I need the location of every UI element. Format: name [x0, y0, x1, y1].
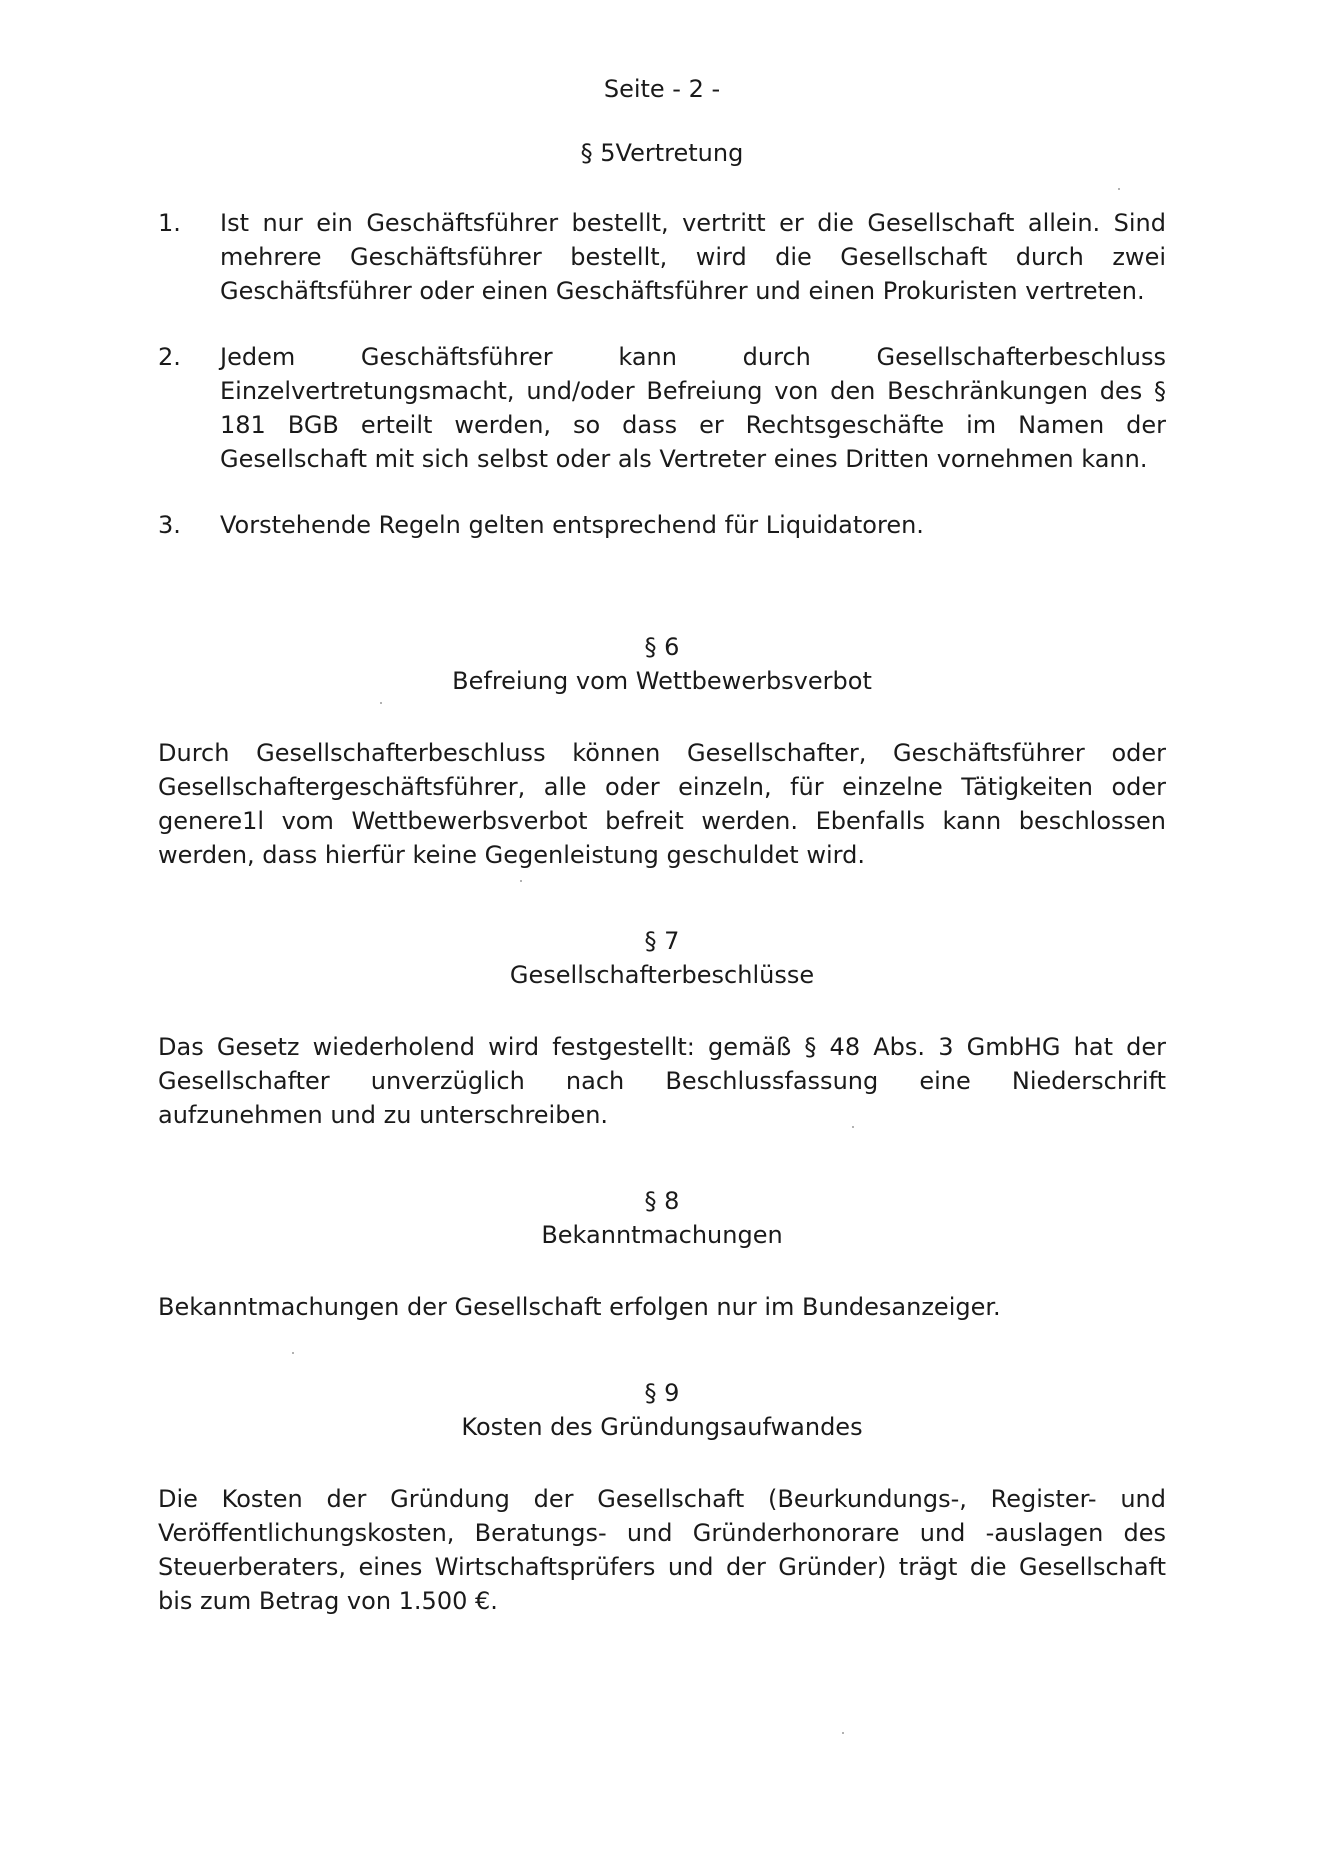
- section-9-text: Die Kosten der Gründung der Gesellschaft (Beurkundungs-, Register- und Veröffentlichungskosten, Beratungs- und Gründerhonorare und -auslagen des Steuerberaters, eines Wirtschaftsprüfers und der Gründer) trägt die Gesellschaft bis zum Betrag von 1.500 €.: [158, 1485, 1166, 1615]
- section-9-number: § 9: [644, 1379, 680, 1407]
- section-7-gesellschafterbeschluesse: [158, 924, 1166, 1132]
- section-8-number: § 8: [644, 1187, 680, 1215]
- section-9-gruendungsaufwand: [158, 1376, 1166, 1618]
- section-6-text: Durch Gesellschafterbeschluss können Gesellschafter, Geschäftsführer oder Gesellschaftergeschäftsführer, alle oder einzeln, für einzelne Tätigkeiten oder genere1l vom Wettbewerbsverbot befreit werden. Ebenfalls kann beschlossen werden, dass hierfür keine Gegenleistung geschuldet wird.: [158, 739, 1166, 869]
- section-5-title: § 5Vertretung: [580, 139, 744, 167]
- section-7-text: Das Gesetz wiederholend wird festgestellt: gemäß § 48 Abs. 3 GmbHG hat der Gesellschafter unverzüglich nach Beschlussfassung eine Niederschrift aufzunehmen und zu unterschreiben.: [158, 1033, 1166, 1129]
- list-item-text: Ist nur ein Geschäftsführer bestellt, vertritt er die Gesellschaft allein. Sind mehrere Geschäftsführer bestellt, wird die Gesellschaft durch zwei Geschäftsführer oder einen Geschäftsführer und einen Prokuristen vertreten.: [220, 209, 1166, 305]
- document-body: [158, 72, 1166, 1670]
- list-item: [158, 508, 1166, 542]
- list-item-number: 3.: [158, 511, 181, 539]
- list-item-number: 1.: [158, 209, 181, 237]
- section-6-wettbewerbsverbot: [158, 630, 1166, 872]
- list-item-text: Vorstehende Regeln gelten entsprechend für Liquidatoren.: [220, 511, 924, 539]
- section-6-number: § 6: [644, 633, 680, 661]
- list-item-text: Jedem Geschäftsführer kann durch Gesellschafterbeschluss Einzelvertretungsmacht, und/oder Befreiung von den Beschränkungen des § 181 BGB erteilt werden, so dass er Rechtsgeschäfte im Namen der Gesellschaft mit sich selbst oder als Vertreter eines Dritten vornehmen kann.: [220, 343, 1166, 473]
- section-8-title: Bekanntmachungen: [541, 1221, 783, 1249]
- section-5-vertretung: [158, 136, 1166, 542]
- scan-speck: [842, 1732, 844, 1734]
- section-7-number: § 7: [644, 927, 680, 955]
- section-8-text: Bekanntmachungen der Gesellschaft erfolgen nur im Bundesanzeiger.: [158, 1293, 1001, 1321]
- section-9-title: Kosten des Gründungsaufwandes: [461, 1413, 863, 1441]
- section-7-title: Gesellschafterbeschlüsse: [509, 961, 815, 989]
- section-5-list: [158, 206, 1166, 542]
- list-item: [158, 206, 1166, 308]
- page-number: Seite - 2 -: [603, 75, 721, 103]
- section-spacer: [158, 574, 1166, 630]
- list-item: [158, 340, 1166, 476]
- list-item-number: 2.: [158, 343, 181, 371]
- section-8-bekanntmachungen: [158, 1184, 1166, 1324]
- section-6-title: Befreiung vom Wettbewerbsverbot: [452, 667, 872, 695]
